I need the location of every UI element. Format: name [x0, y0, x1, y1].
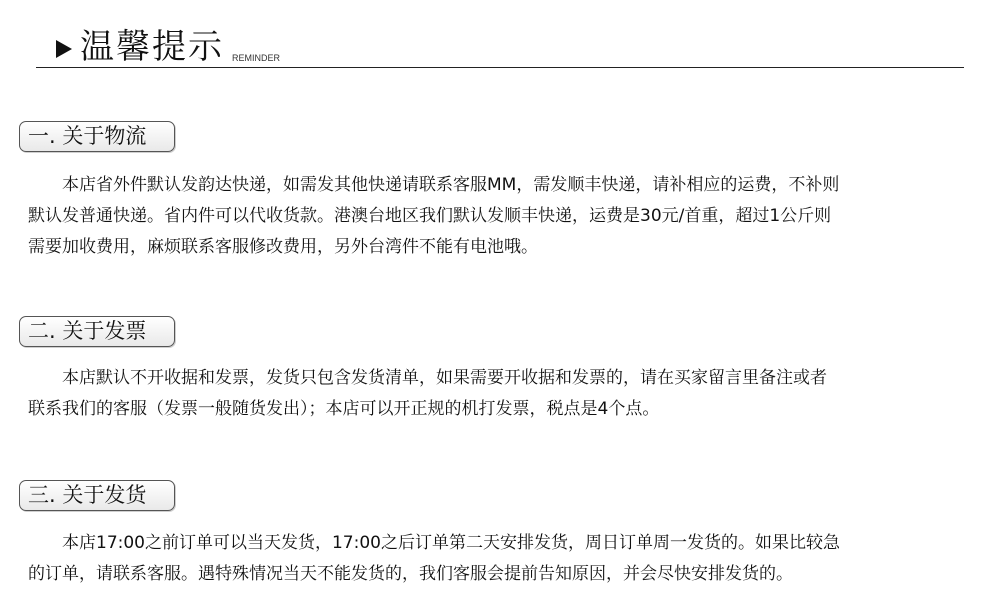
page-subtitle: REMINDER: [232, 53, 281, 63]
section-body-logistics: [28, 170, 976, 263]
triangle-right-icon: [56, 40, 72, 58]
section-heading-logistics: 一. 关于物流: [19, 121, 175, 152]
reminder-header: [36, 18, 964, 70]
body-line: 需要加收费用，麻烦联系客服修改费用，另外台湾件不能有电池哦。: [28, 237, 538, 257]
body-line: 默认发普通快递。省内件可以代收货款。港澳台地区我们默认发顺丰快递，运费是30元/首重，超过1公斤则: [28, 206, 832, 226]
section-body-shipping: [28, 528, 976, 590]
body-line: 联系我们的客服（发票一般随货发出）；本店可以开正规的机打发票，税点是4个点。: [28, 399, 660, 419]
header-row: [56, 28, 280, 66]
header-divider: [36, 67, 964, 68]
body-line: 本店省外件默认发韵达快递，如需发其他快递请联系客服MM，需发顺丰快递，请补相应的运费，不补则: [28, 175, 840, 195]
body-line: 本店17:00之前订单可以当天发货，17:00之后订单第二天安排发货，周日订单周一发货的。如果比较急: [28, 533, 840, 553]
page-title: 温馨提示: [80, 27, 224, 67]
body-line: 的订单，请联系客服。遇特殊情况当天不能发货的，我们客服会提前告知原因，并会尽快安排发货的。: [28, 564, 793, 584]
section-heading-invoice: 二. 关于发票: [19, 316, 175, 347]
section-body-invoice: [28, 363, 976, 425]
section-heading-shipping: 三. 关于发货: [19, 480, 175, 511]
body-line: 本店默认不开收据和发票，发货只包含发货清单，如果需要开收据和发票的，请在买家留言里备注或者: [28, 368, 827, 388]
